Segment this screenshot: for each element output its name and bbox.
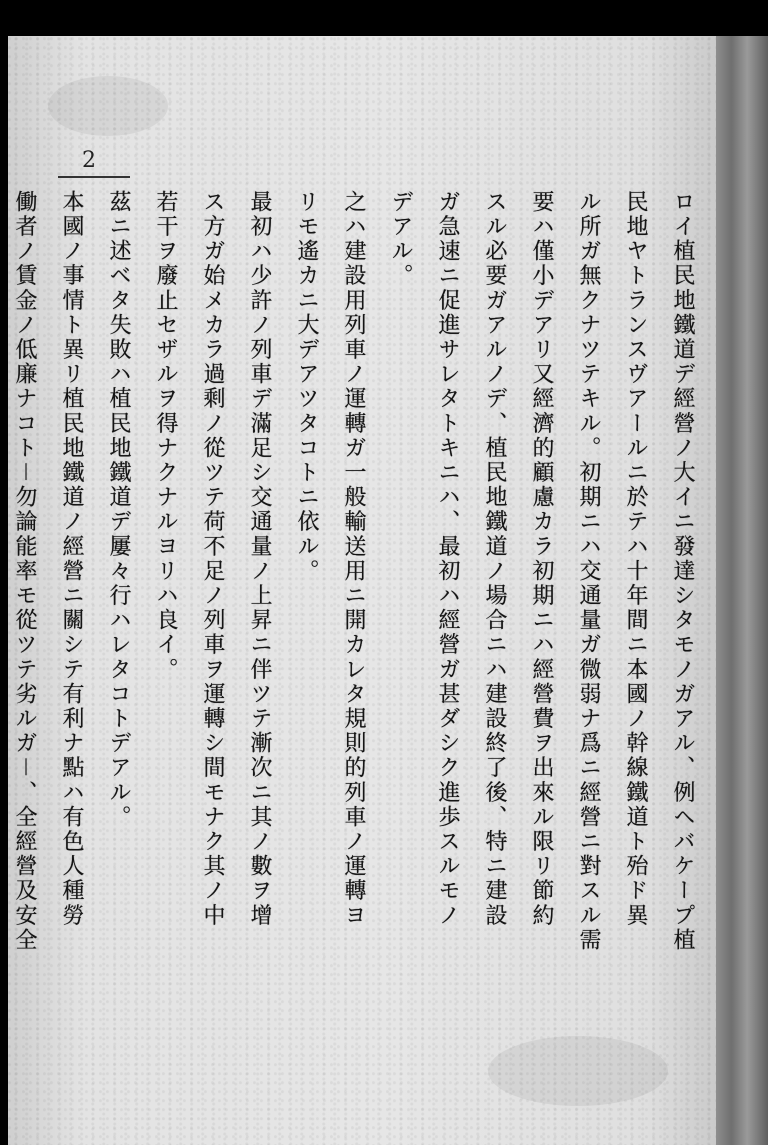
text-column: 之ハ建設用列車ノ運轉ガ一般輸送用ニ開カレタ規則的列車ノ運轉ヨ [341, 190, 366, 928]
text-column: 茲ニ述ベタ失敗ハ植民地鐵道デ屢々行ハレタコトデアル。 [106, 190, 131, 830]
page-number: 2 [82, 148, 96, 173]
text-column: ガ急速ニ促進サレタトキニハ、最初ハ經營ガ甚ダシク進歩スルモノ [435, 190, 460, 928]
text-column: 若干ヲ廢止セザルヲ得ナクナルヨリハ良イ。 [153, 190, 178, 682]
stain [48, 76, 168, 136]
text-column: デアル。 [388, 190, 413, 289]
vertical-text-block [0, 190, 702, 1070]
text-column: リモ遙カニ大デアツタコトニ依ル。 [294, 190, 319, 584]
page-number-rule [58, 176, 130, 178]
text-column: ロイ植民地鐵道デ經營ノ大イニ發達シタモノガアル、例ヘバケープ植 [670, 190, 695, 953]
text-column: 民地ヤトランスヴアールニ於テハ十年間ニ本國ノ幹線鐵道ト殆ド異 [623, 190, 648, 928]
text-column: 最初ハ少許ノ列車デ滿足シ交通量ノ上昇ニ伴ツテ漸次ニ其ノ數ヲ增 [247, 190, 272, 928]
book-page-edge [716, 36, 768, 1145]
text-column: 要ハ僅小デアリ又經濟的顧慮カラ初期ニハ經營費ヲ出來ル限リ節約 [529, 190, 554, 928]
text-column: 働者ノ賃金ノ低廉ナコト－勿論能率モ從ツテ劣ルガ－、全經營及安全 [12, 190, 37, 953]
text-column: スル必要ガアルノデ、植民地鐵道ノ場合ニハ建設終了後、特ニ建設 [482, 190, 507, 928]
text-column: ル所ガ無クナツテキル。初期ニハ交通量ガ微弱ナ爲ニ經營ニ對スル需 [576, 190, 601, 953]
text-column: ス方ガ始メカラ過剩ノ從ツテ荷不足ノ列車ヲ運轉シ間モナク其ノ中 [200, 190, 225, 928]
text-column: 本國ノ事情ト異リ植民地鐵道ノ經營ニ關シテ有利ナ點ハ有色人種勞 [59, 190, 84, 928]
